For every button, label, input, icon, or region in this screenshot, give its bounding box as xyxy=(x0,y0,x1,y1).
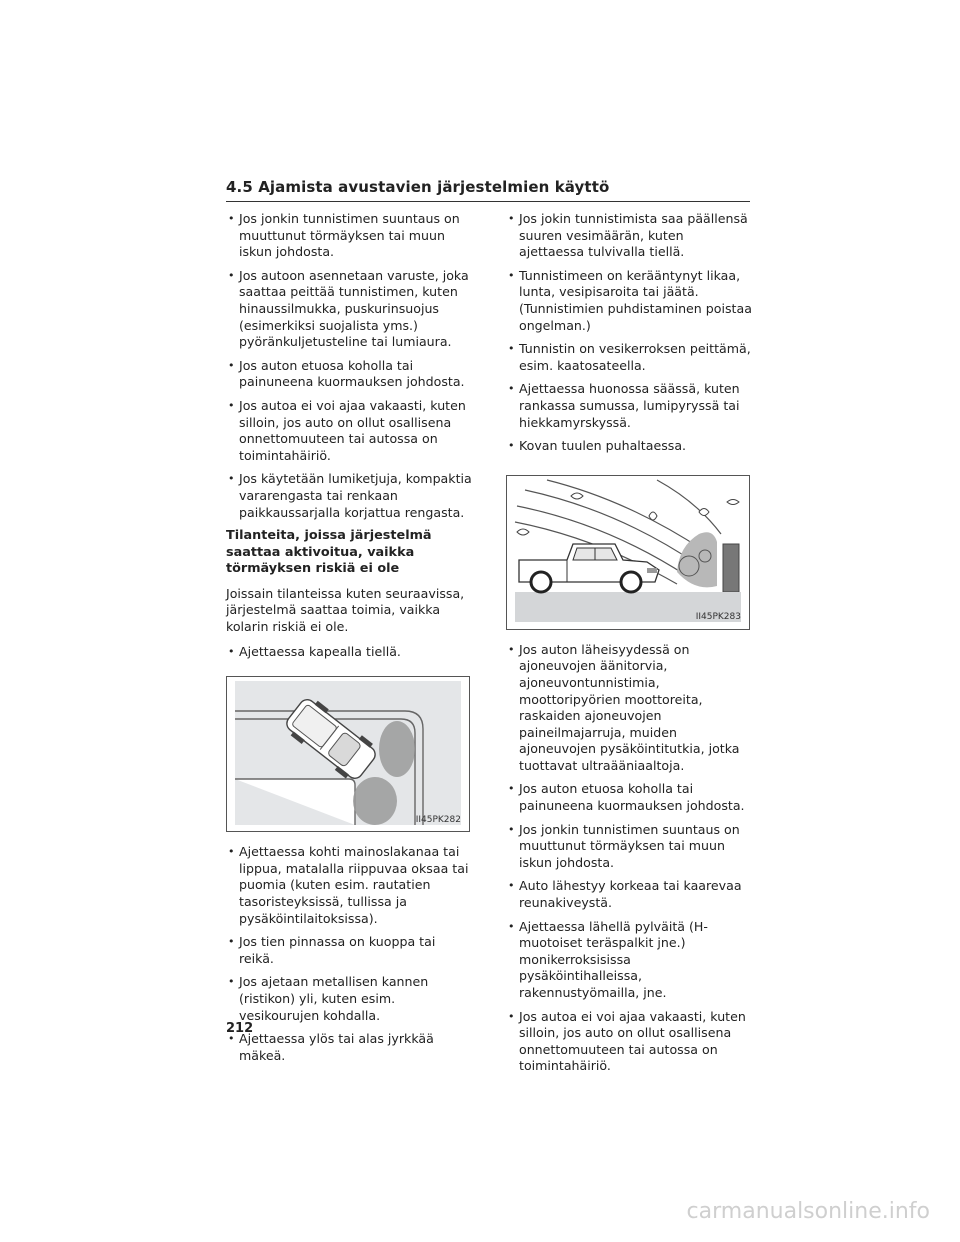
list-item: • Jos ajetaan metallisen kannen (ristikon) yli, kuten esim. vesikourujen kohdalla. xyxy=(226,974,472,1024)
list-item: • Tunnistimeen on kerääntynyt likaa, lunta, vesipisaroita tai jäätä. (Tunnistimien puhdistaminen poistaa ongelman.) xyxy=(506,268,752,334)
list-item: • Jos jokin tunnistimista saa päällensä suuren vesimäärän, kuten ajettaessa tulvivalla tiellä. xyxy=(506,211,752,261)
list-item: • Jos autoa ei voi ajaa vakaasti, kuten silloin, jos auto on ollut osallisena onnettomuuteen tai autossa on toimintahäiriö. xyxy=(506,1009,752,1075)
figure-narrow-road xyxy=(226,676,470,832)
list-item: • Jos jonkin tunnistimen suuntaus on muuttunut törmäyksen tai muun iskun johdosta. xyxy=(506,822,752,872)
subheading: Tilanteita, joissa järjestelmä saattaa aktivoitua, vaikka törmäyksen riskiä ei ole xyxy=(226,528,432,577)
watermark: carmanualsonline.info xyxy=(686,1199,930,1224)
list-item: • Tunnistin on vesikerroksen peittämä, esim. kaatosateella. xyxy=(506,341,752,374)
right-bullets-a xyxy=(506,211,752,455)
narrow-road-illustration xyxy=(227,677,469,831)
figure-code: II45PK283 xyxy=(695,612,741,623)
list-item: • Jos auton etuosa koholla tai painuneena kuormauksen johdosta. xyxy=(226,358,472,391)
list-item: • Ajettaessa huonossa säässä, kuten rankassa sumussa, lumipyryssä tai hiekkamyrskyssä. xyxy=(506,381,752,431)
left-column xyxy=(226,211,472,1071)
weather-illustration xyxy=(507,476,749,629)
list-item: • Ajettaessa ylös tai alas jyrkkää mäkeä. xyxy=(226,1031,472,1064)
list-item: • Ajettaessa kohti mainoslakanaa tai lippua, matalalla riippuvaa oksaa tai puomia (kuten esim. rautatien tasoristeyksissä, tullissa ja pysäköintilaitoksissa). xyxy=(226,844,472,927)
list-item: • Ajettaessa kapealla tiellä. xyxy=(226,644,472,661)
list-item: • Jos autoa ei voi ajaa vakaasti, kuten silloin, jos auto on ollut osallisena onnettomuuteen tai autossa on toimintahäiriö. xyxy=(226,398,472,464)
left-bullets-a xyxy=(226,211,472,521)
list-item: • Jos tien pinnassa on kuoppa tai reikä. xyxy=(226,934,472,967)
list-item: • Jos auton etuosa koholla tai painuneena kuormauksen johdosta. xyxy=(506,781,752,814)
list-item: • Jos jonkin tunnistimen suuntaus on muuttunut törmäyksen tai muun iskun johdosta. xyxy=(226,211,472,261)
list-item: • Ajettaessa lähellä pylväitä (H-muotoiset teräspalkit jne.) monikerroksisissa pysäköintihalleissa, rakennustyömailla, jne. xyxy=(506,919,752,1002)
list-item: • Kovan tuulen puhaltaessa. xyxy=(506,438,752,455)
left-bullets-b xyxy=(226,644,472,661)
right-column xyxy=(506,211,752,1082)
pickup-truck-icon xyxy=(519,544,659,592)
section-header: 4.5 Ajamista avustavien järjestelmien käyttö xyxy=(226,178,750,202)
figure-weather xyxy=(506,475,750,630)
list-item: • Auto lähestyy korkeaa tai kaarevaa reunakiveystä. xyxy=(506,878,752,911)
list-item: • Jos käytetään lumiketjuja, kompaktia vararengasta tai renkaan paikkaussarjalla korjattua rengasta. xyxy=(226,471,472,521)
right-bullets-b xyxy=(506,642,752,1075)
figure-code: II45PK282 xyxy=(415,814,461,825)
list-item: • Jos auton läheisyydessä on ajoneuvojen äänitorvia, ajoneuvontunnistimia, moottoripyörien moottoreita, raskaiden ajoneuvojen paineilmajarruja, muiden ajoneuvojen pysäköintitutkia, jotka tuottavat ultraääniaaltoja. xyxy=(506,642,752,775)
left-bullets-c xyxy=(226,844,472,1064)
list-item: • Jos autoon asennetaan varuste, joka saattaa peittää tunnistimen, kuten hinaussilmukka, puskurinsuojus (esimerkiksi suojalista yms.) pyöränkuljetusteline tai lumiaura. xyxy=(226,268,472,351)
paragraph: Joissain tilanteissa kuten seuraavissa, järjestelmä saattaa toimia, vaikka kolarin riskiä ei ole. xyxy=(226,585,465,635)
page-number: 212 xyxy=(226,1021,254,1036)
